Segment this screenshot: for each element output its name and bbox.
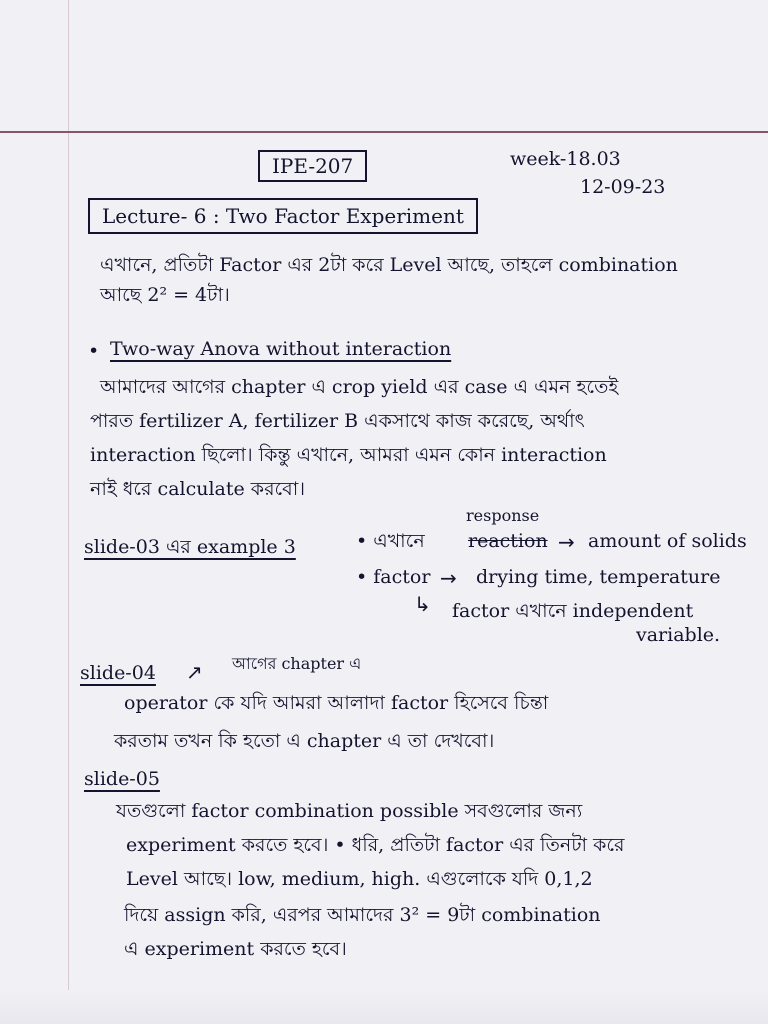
- slide05-line-3: Level আছে। low, medium, high. এগুলোকে যদি 0,1,2: [126, 868, 593, 890]
- top-rule: [0, 131, 768, 133]
- slide03-bullet2-prefix: • factor: [356, 566, 431, 588]
- lecture-title-box: Lecture- 6 : Two Factor Experiment: [88, 198, 478, 234]
- page-bottom-edge: [0, 990, 768, 1024]
- section-para-line-4: নাই ধরে calculate করবো।: [90, 478, 306, 500]
- slide04-line-1: operator কে যদি আমরা আলাদা factor হিসেবে চিন্তা: [124, 692, 549, 714]
- section-para-line-1: আমাদের আগের chapter এ crop yield এর case এ এমন হতেই: [100, 376, 619, 398]
- struck-reaction-word: reaction: [468, 530, 548, 552]
- slide03-note-line-2: variable.: [636, 624, 721, 646]
- arrow-right-icon: →: [558, 530, 575, 554]
- slide03-bullet1-prefix: • এখানে: [356, 530, 425, 552]
- section-para-line-2: পারত fertilizer A, fertilizer B একসাথে কাজ করেছে, অর্থাৎ: [90, 410, 585, 432]
- slide05-line-1: যতগুলো factor combination possible সবগুলোর জন্য: [116, 800, 583, 822]
- week-label: week-18.03: [510, 148, 621, 170]
- arrow-up-right-icon: ↗: [186, 660, 203, 684]
- section-heading: Two-way Anova without interaction: [110, 338, 452, 360]
- arrow-right-icon: →: [440, 566, 457, 590]
- slide05-line-2: experiment করতে হবে। • ধরি, প্রতিটা factor এর তিনটা করে: [126, 834, 625, 856]
- slide03-bullet1-suffix: amount of solids: [588, 530, 747, 552]
- course-code-box: IPE-207: [258, 150, 367, 182]
- intro-line-2: আছে 2² = 4টা।: [100, 284, 230, 306]
- slide03-note-line-1: factor এখানে independent: [452, 600, 694, 622]
- slide03-label: slide-03 এর example 3: [84, 536, 296, 558]
- slide05-line-4: দিয়ে assign করি, এরপর আমাদের 3² = 9টা combination: [124, 904, 601, 926]
- slide04-label: slide-04: [80, 662, 156, 684]
- slide05-label: slide-05: [84, 768, 160, 790]
- margin-line: [68, 0, 69, 1024]
- slide04-line-2: করতাম তখন কি হতো এ chapter এ তা দেখবো।: [114, 730, 495, 752]
- slide03-bullet2-suffix: drying time, temperature: [476, 566, 721, 588]
- response-word: response: [466, 506, 540, 525]
- section-para-line-3: interaction ছিলো। কিন্তু এখানে, আমরা এমন কোন interaction: [90, 444, 607, 466]
- intro-line-1: এখানে, প্রতিটা Factor এর 2টা করে Level আছে, তাহলে combination: [100, 254, 678, 276]
- date-label: 12-09-23: [580, 176, 666, 198]
- slide04-note: আগের chapter এ: [232, 654, 362, 673]
- arrow-hook-icon: ↳: [414, 592, 431, 616]
- slide05-line-5: এ experiment করতে হবে।: [124, 938, 347, 960]
- bullet-icon: •: [88, 340, 100, 362]
